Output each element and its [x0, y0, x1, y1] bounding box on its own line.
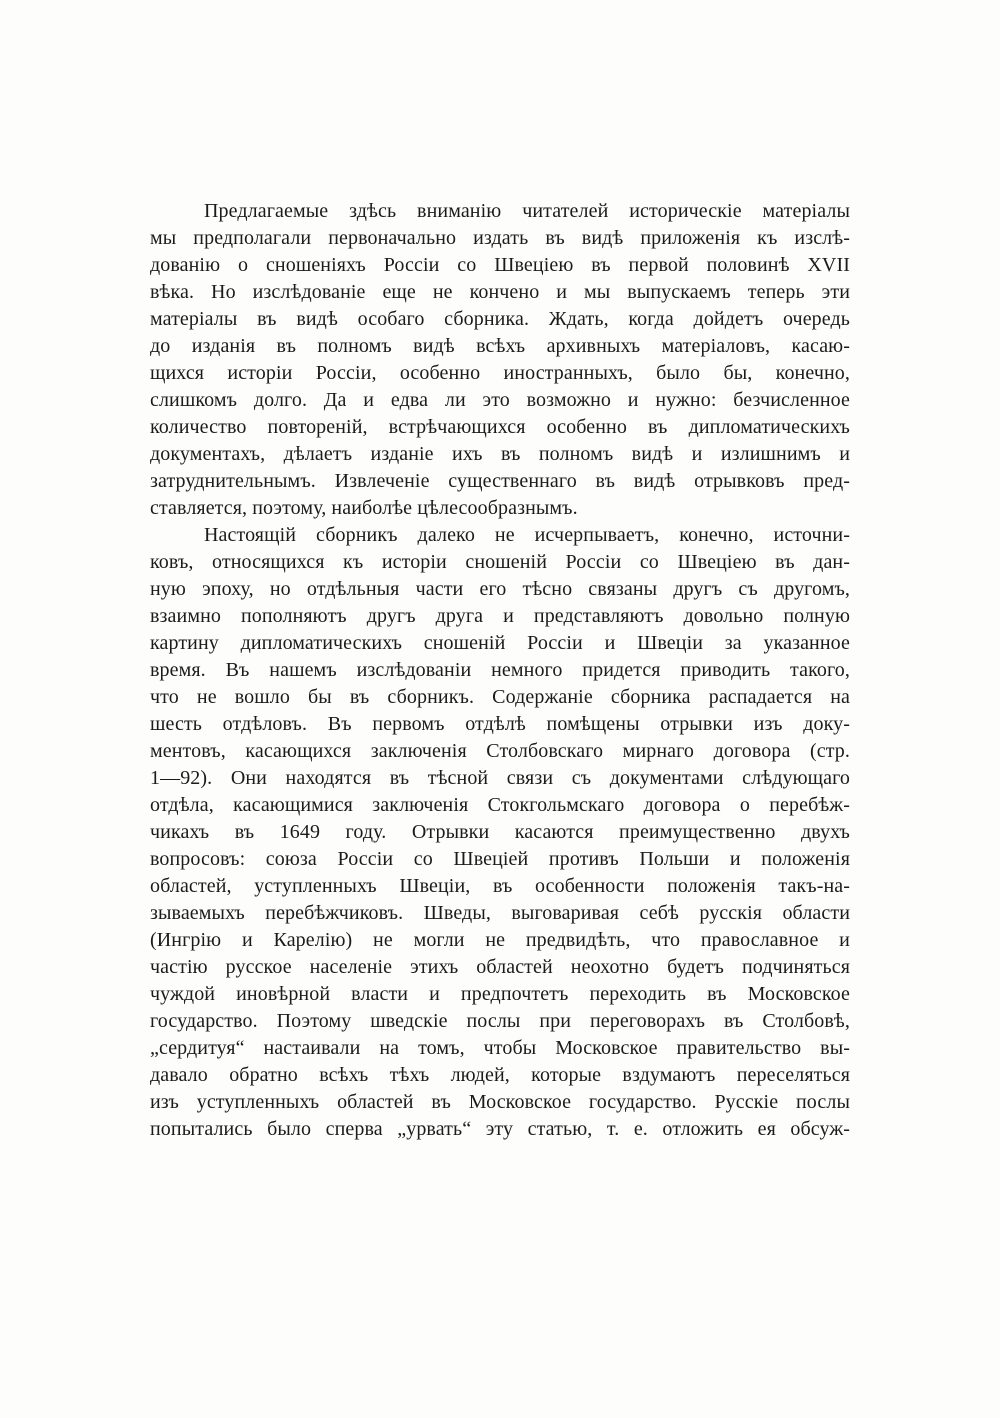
- text-line: отдѣла, касающимися заключенія Стокгольмскаго договора о перебѣж-: [150, 794, 850, 816]
- text-line: шесть отдѣловъ. Въ первомъ отдѣлѣ помѣщены отрывки изъ доку-: [150, 713, 850, 735]
- text-line: что не вошло бы въ сборникъ. Содержаніе сборника распадается на: [150, 686, 850, 708]
- text-line: до изданія въ полномъ видѣ всѣхъ архивныхъ матеріаловъ, касаю-: [150, 335, 850, 357]
- body-text: [150, 198, 850, 1143]
- text-line: дованію о сношеніяхъ Россіи со Швеціею въ первой половинѣ XVII: [150, 254, 850, 276]
- text-line: щихся исторіи Россіи, особенно иностранныхъ, было бы, конечно,: [150, 362, 850, 384]
- text-line: ковъ, относящихся къ исторіи сношеній Россіи со Швеціею въ дан-: [150, 551, 850, 573]
- text-line: „сердитуя“ настаивали на томъ, чтобы Московское правительство вы-: [150, 1037, 850, 1059]
- text-line: ставляется, поэтому, наиболѣе цѣлесообразнымъ.: [150, 497, 578, 519]
- text-line: матеріалы въ видѣ особаго сборника. Ждать, когда дойдетъ очередь: [150, 308, 850, 330]
- text-line: Настоящій сборникъ далеко не исчерпываетъ, конечно, источни-: [204, 524, 850, 546]
- text-line: зываемыхъ перебѣжчиковъ. Шведы, выговаривая себѣ русскія области: [150, 902, 850, 924]
- text-line: мы предполагали первоначально издать въ видѣ приложенія къ изслѣ-: [150, 227, 850, 249]
- text-line: затруднительнымъ. Извлеченіе существеннаго въ видѣ отрывковъ пред-: [150, 470, 850, 492]
- text-line: Предлагаемые здѣсь вниманію читателей историческіе матеріалы: [204, 200, 850, 222]
- text-line: ную эпоху, но отдѣльныя части его тѣсно связаны другъ съ другомъ,: [150, 578, 850, 600]
- text-line: количество повтореній, встрѣчающихся особенно въ дипломатическихъ: [150, 416, 850, 438]
- text-line: чуждой иновѣрной власти и предпочтетъ переходить въ Московское: [150, 983, 850, 1005]
- text-line: изъ уступленныхъ областей въ Московское государство. Русскіе послы: [150, 1091, 850, 1113]
- text-line: областей, уступленныхъ Швеціи, въ особенности положенія такъ-на-: [150, 875, 850, 897]
- text-line: 1—92). Они находятся въ тѣсной связи съ документами слѣдующаго: [150, 767, 850, 789]
- text-line: государство. Поэтому шведскіе послы при переговорахъ въ Столбовѣ,: [150, 1010, 850, 1032]
- text-line: слишкомъ долго. Да и едва ли это возможно и нужно: безчисленное: [150, 389, 850, 411]
- text-line: попытались было сперва „урвать“ эту статью, т. е. отложить ея обсуж-: [150, 1118, 850, 1140]
- text-line: вопросовъ: союза Россіи со Швеціей противъ Польши и положенія: [150, 848, 850, 870]
- text-line: документахъ, дѣлаетъ изданіе ихъ въ полномъ видѣ и излишнимъ и: [150, 443, 850, 465]
- text-line: время. Въ нашемъ изслѣдованіи немного придется приводить такого,: [150, 659, 850, 681]
- text-line: взаимно пополняютъ другъ друга и представляютъ довольно полную: [150, 605, 850, 627]
- text-line: ментовъ, касающихся заключенія Столбовскаго мирнаго договора (стр.: [150, 740, 850, 762]
- text-line: чикахъ въ 1649 году. Отрывки касаются преимущественно двухъ: [150, 821, 850, 843]
- text-line: картину дипломатическихъ сношеній Россіи и Швеціи за указанное: [150, 632, 850, 654]
- text-line: (Ингрію и Карелію) не могли не предвидѣть, что православное и: [150, 929, 850, 951]
- text-line: вѣка. Но изслѣдованіе еще не кончено и мы выпускаемъ теперь эти: [150, 281, 850, 303]
- text-line: давало обратно всѣхъ тѣхъ людей, которые вздумаютъ переселяться: [150, 1064, 850, 1086]
- text-line: частію русское населеніе этихъ областей неохотно будетъ подчиняться: [150, 956, 850, 978]
